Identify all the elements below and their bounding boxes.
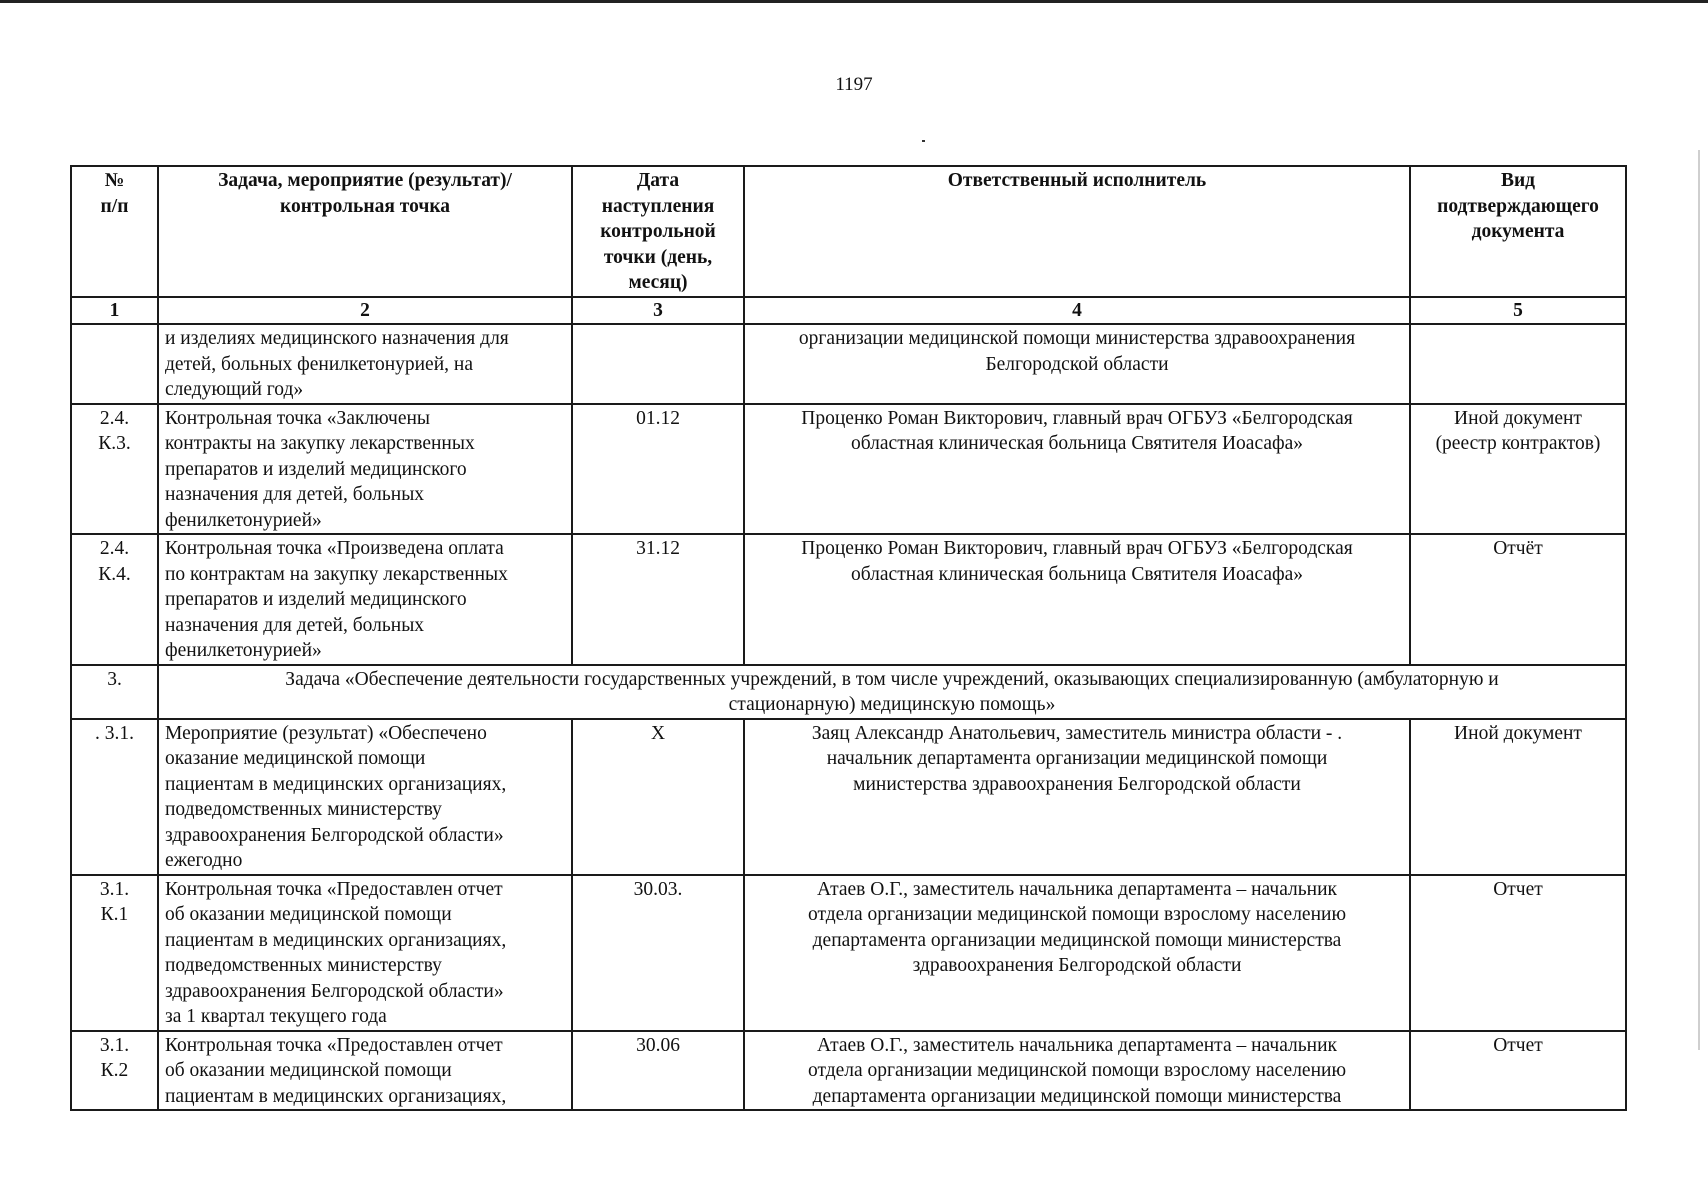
row-date: 30.06	[572, 1031, 744, 1111]
row-number: 2.4. К.3.	[71, 404, 158, 535]
row-task: и изделиях медицинского назначения для детей, больных фенилкетонурией, на следующий год»	[158, 324, 572, 404]
header-task: Задача, мероприятие (результат)/ контрольная точка	[158, 166, 572, 297]
section-title: Задача «Обеспечение деятельности государственных учреждений, в том числе учреждений, оказывающих специализированную (амбулаторную и стационарную) медицинскую помощь»	[158, 665, 1626, 719]
row-responsible: организации медицинской помощи министерства здравоохранения Белгородской области	[744, 324, 1410, 404]
row-task: Контрольная точка «Заключены контракты на закупку лекарственных препаратов и изделий медицинского назначения для детей, больных фенилкетонурией»	[158, 404, 572, 535]
row-number: . 3.1.	[71, 719, 158, 875]
header-document-type: Вид подтверждающего документа	[1410, 166, 1626, 297]
table-row	[71, 534, 1626, 665]
header-number: № п/п	[71, 166, 158, 297]
row-responsible: Атаев О.Г., заместитель начальника департамента – начальник отдела организации медицинской помощи взрослому населению департамента организации медицинской помощи министерства здравоохранения Белгородской области	[744, 875, 1410, 1031]
column-number: 2	[158, 297, 572, 325]
column-number: 5	[1410, 297, 1626, 325]
row-responsible: Заяц Александр Анатольевич, заместитель министра области - . начальник департамента организации медицинской помощи министерства здравоохранения Белгородской области	[744, 719, 1410, 875]
row-responsible: Проценко Роман Викторович, главный врач ОГБУЗ «Белгородская областная клиническая больница Святителя Иоасафа»	[744, 534, 1410, 665]
section-number: 3.	[71, 665, 158, 719]
page-number: 1197	[835, 74, 873, 95]
row-date: Х	[572, 719, 744, 875]
table-row	[71, 404, 1626, 535]
row-number: 3.1. К.2	[71, 1031, 158, 1111]
table-row	[71, 875, 1626, 1031]
column-number-row	[71, 297, 1626, 325]
row-date: 31.12	[572, 534, 744, 665]
row-responsible: Проценко Роман Викторович, главный врач ОГБУЗ «Белгородская областная клиническая больница Святителя Иоасафа»	[744, 404, 1410, 535]
row-document: Отчёт	[1410, 534, 1626, 665]
header-date: Дата наступления контрольной точки (день, месяц)	[572, 166, 744, 297]
column-number: 4	[744, 297, 1410, 325]
row-document: Отчет	[1410, 875, 1626, 1031]
row-document: Иной документ	[1410, 719, 1626, 875]
header-responsible: Ответственный исполнитель	[744, 166, 1410, 297]
table-row	[71, 1031, 1626, 1111]
row-responsible: Атаев О.Г., заместитель начальника департамента – начальник отдела организации медицинской помощи взрослому населению департамента организации медицинской помощи министерства	[744, 1031, 1410, 1111]
row-document	[1410, 324, 1626, 404]
table-row	[71, 719, 1626, 875]
scan-edge-line	[1698, 150, 1700, 1050]
section-row	[71, 665, 1626, 719]
row-task: Мероприятие (результат) «Обеспечено оказание медицинской помощи пациентам в медицинских организациях, подведомственных министерству здравоохранения Белгородской области» ежегодно	[158, 719, 572, 875]
row-document: Иной документ (реестр контрактов)	[1410, 404, 1626, 535]
row-date: 30.03.	[572, 875, 744, 1031]
row-date	[572, 324, 744, 404]
scan-speck	[922, 140, 925, 142]
row-task: Контрольная точка «Произведена оплата по контрактам на закупку лекарственных препаратов и изделий медицинского назначения для детей, больных фенилкетонурией»	[158, 534, 572, 665]
row-document: Отчет	[1410, 1031, 1626, 1111]
top-border-line	[0, 0, 1708, 3]
row-date: 01.12	[572, 404, 744, 535]
table-header-row	[71, 166, 1626, 297]
column-number: 1	[71, 297, 158, 325]
row-task: Контрольная точка «Предоставлен отчет об оказании медицинской помощи пациентам в медицинских организациях, подведомственных министерству здравоохранения Белгородской области» за 1 квартал текущего года	[158, 875, 572, 1031]
column-number: 3	[572, 297, 744, 325]
row-number: 3.1. К.1	[71, 875, 158, 1031]
control-points-table	[70, 165, 1627, 1111]
row-task: Контрольная точка «Предоставлен отчет об оказании медицинской помощи пациентам в медицинских организациях,	[158, 1031, 572, 1111]
table-row	[71, 324, 1626, 404]
row-number	[71, 324, 158, 404]
row-number: 2.4. К.4.	[71, 534, 158, 665]
